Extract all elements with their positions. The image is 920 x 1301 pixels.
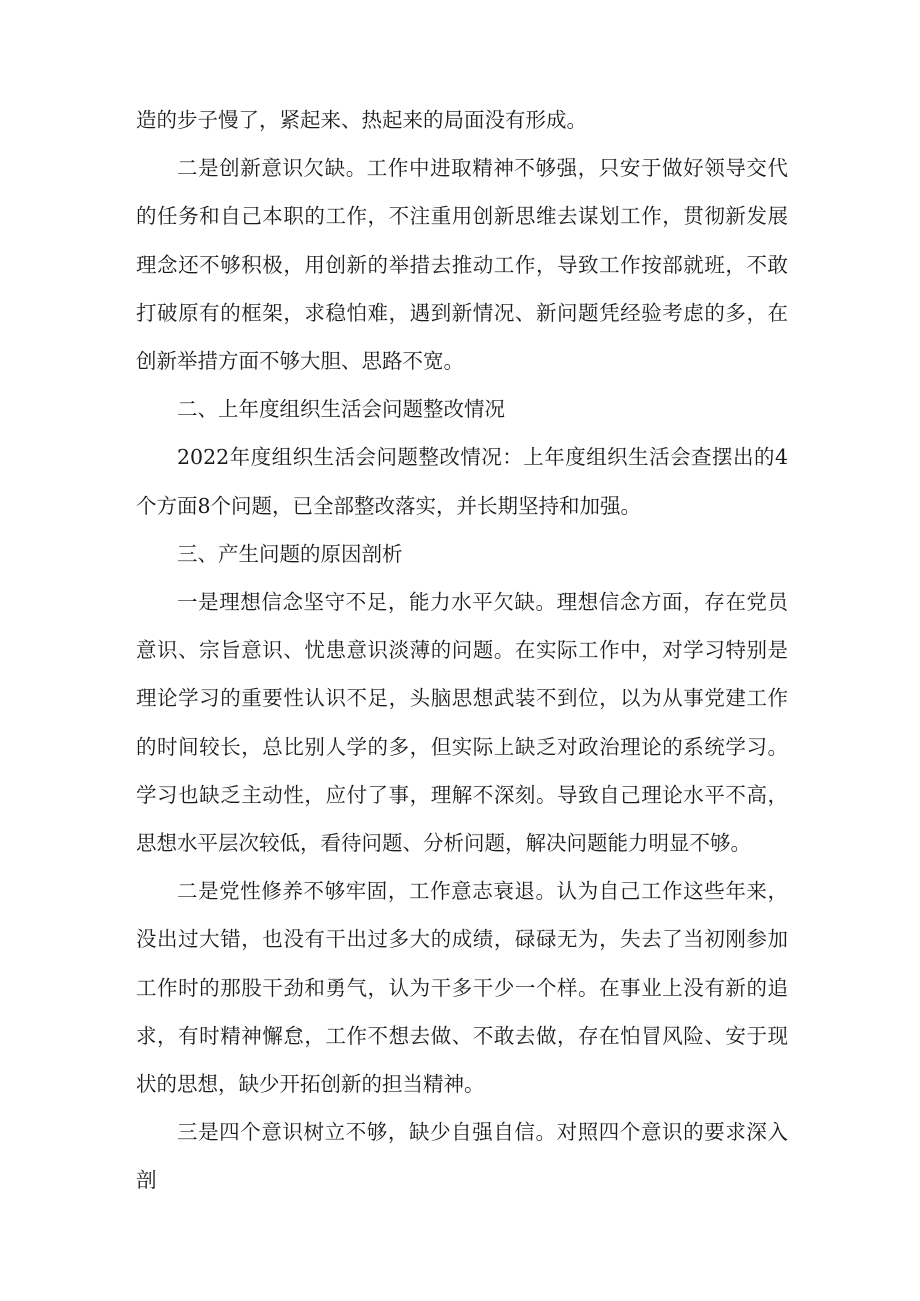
paragraph-3: 2022年度组织生活会问题整改情况：上年度组织生活会查摆出的4个方面8个问题，已全部整改落实，并长期坚持和加强。 xyxy=(136,445,788,518)
paragraph-4: 一是理想信念坚守不足，能力水平欠缺。理想信念方面，存在党员意识、宗旨意识、忧患意识淡薄的问题。在实际工作中，对学习特别是理论学习的重要性认识不足，头脑思想武装不到位，以为从事党建工作的时间较长，总比别人学的多，但实际上缺乏对政治理论的系统学习。学习也缺乏主动性，应付了事，理解不深刻。导致自己理论水平不高，思想水平层次较低，看待问题、分析问题，解决问题能力明显不够。 xyxy=(136,590,788,856)
paragraph-2: 二是创新意识欠缺。工作中进取精神不够强，只安于做好领导交代的任务和自己本职的工作，不注重用创新思维去谋划工作，贯彻新发展理念还不够积极，用创新的举措去推动工作，导致工作按部就班，不敢打破原有的框架，求稳怕难，遇到新情况、新问题凭经验考虑的多，在创新举措方面不够大胆、思路不宽。 xyxy=(136,156,788,374)
section-heading-3: 三、产生问题的原因剖析 xyxy=(177,541,403,566)
paragraph-5: 二是党性修养不够牢固，工作意志衰退。认为自己工作这些年来，没出过大错，也没有干出过多大的成绩，碌碌无为，失去了当初刚参加工作时的那股干劲和勇气，认为干多干少一个样。在事业上没有新的追求，有时精神懈怠，工作不想去做、不敢去做，存在怕冒风险、安于现状的思想，缺少开拓创新的担当精神。 xyxy=(136,879,788,1097)
paragraph-1: 造的步子慢了，紧起来、热起来的局面没有形成。 xyxy=(136,108,587,132)
section-heading-2: 二、上年度组织生活会问题整改情况 xyxy=(177,397,505,422)
document-body xyxy=(136,96,788,1205)
paragraph-6: 三是四个意识树立不够，缺少自强自信。对照四个意识的要求深入剖 xyxy=(136,1120,788,1193)
